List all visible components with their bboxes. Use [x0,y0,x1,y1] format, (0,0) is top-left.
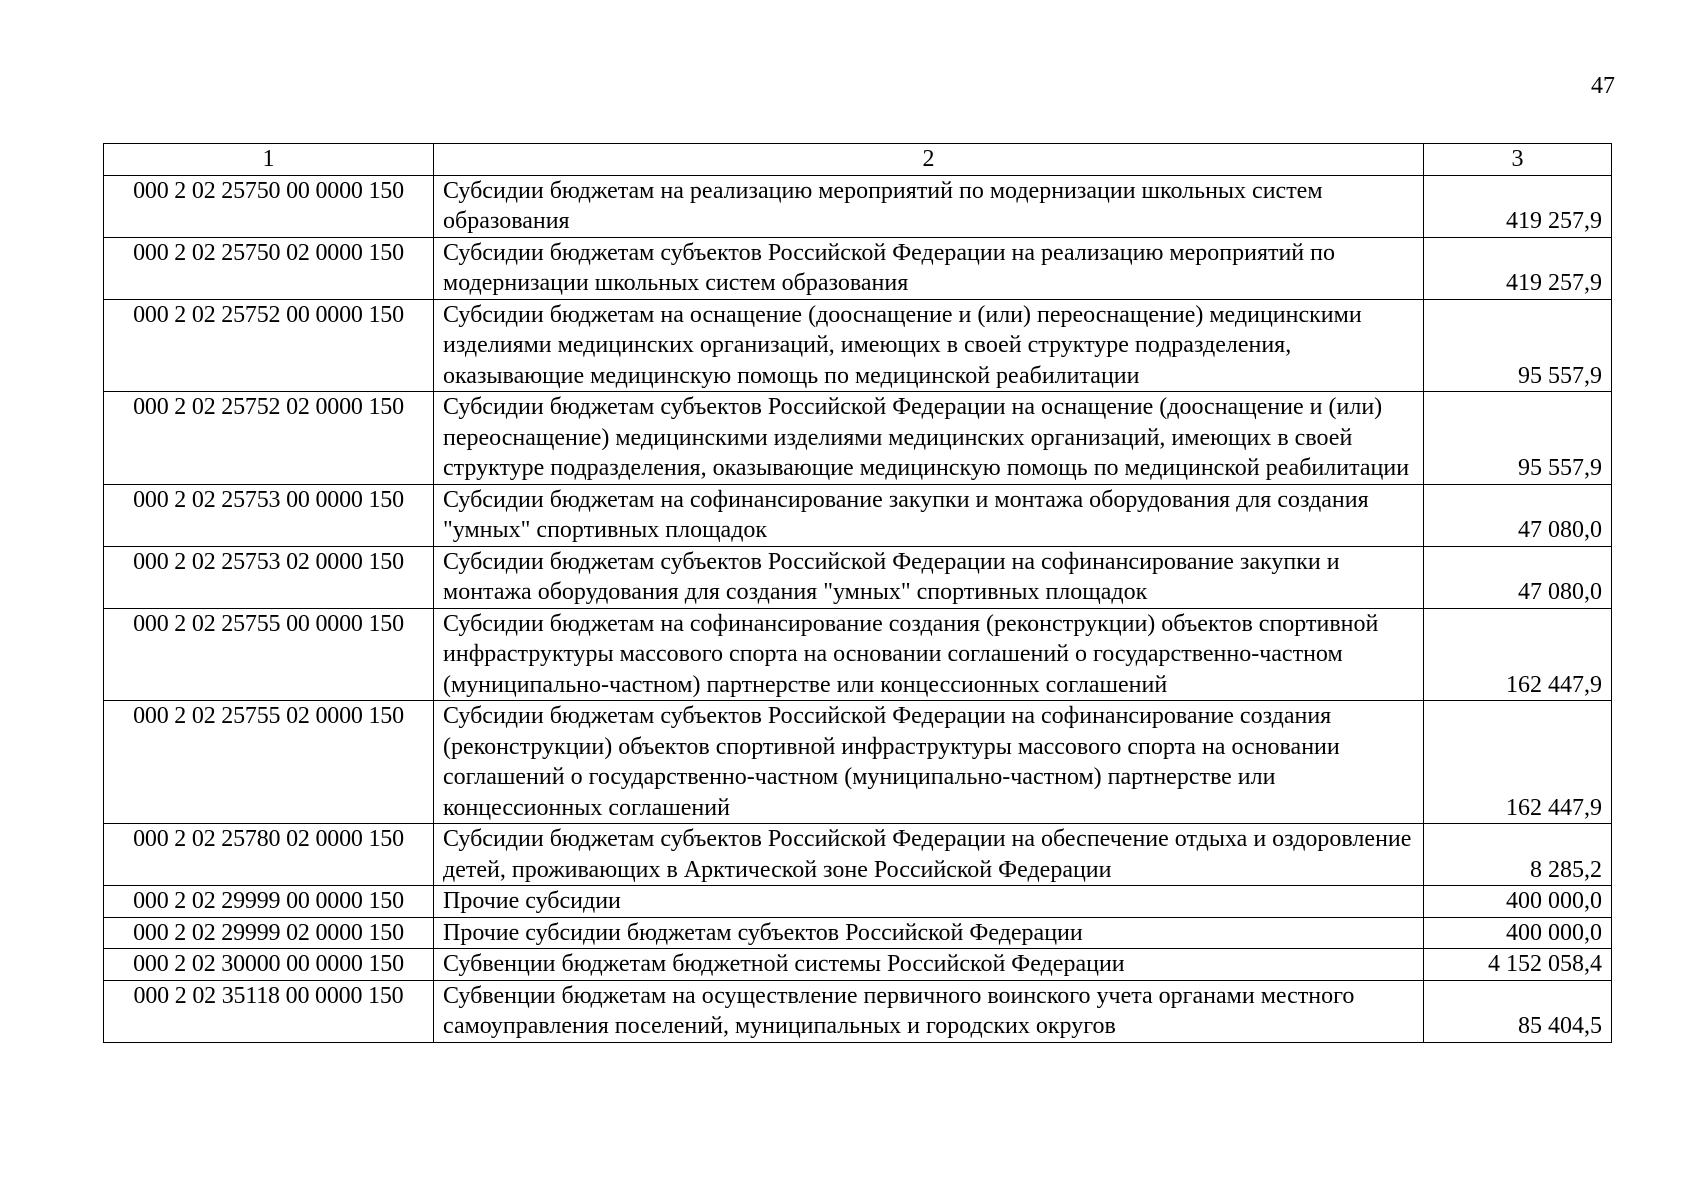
table-row [104,175,1612,237]
row-amount: 162 447,9 [1424,608,1612,701]
table-row [104,392,1612,485]
row-code: 000 2 02 25755 02 0000 150 [104,701,434,824]
table-row [104,484,1612,546]
table-row [104,299,1612,392]
row-amount: 4 152 058,4 [1424,949,1612,981]
row-name: Субсидии бюджетам субъектов Российской Федерации на обеспечение отдыха и оздоровление детей, проживающих в Арктической зоне Российской Федерации [434,824,1424,886]
row-amount: 162 447,9 [1424,701,1612,824]
table-row [104,824,1612,886]
row-code: 000 2 02 25752 00 0000 150 [104,299,434,392]
table-row [104,886,1612,918]
row-name: Субсидии бюджетам субъектов Российской Федерации на реализацию мероприятий по модернизации школьных систем образования [434,237,1424,299]
row-amount: 8 285,2 [1424,824,1612,886]
table-row [104,701,1612,824]
row-amount: 400 000,0 [1424,917,1612,949]
row-code: 000 2 02 25755 00 0000 150 [104,608,434,701]
row-code: 000 2 02 25750 02 0000 150 [104,237,434,299]
table-row [104,949,1612,981]
row-name: Субсидии бюджетам субъектов Российской Федерации на оснащение (дооснащение и (или) переоснащение) медицинскими изделиями медицинских организаций, имеющих в своей структуре подразделения, оказывающие медицинскую помощь по медицинской реабилитации [434,392,1424,485]
row-code: 000 2 02 29999 02 0000 150 [104,917,434,949]
row-amount: 95 557,9 [1424,299,1612,392]
row-code: 000 2 02 25780 02 0000 150 [104,824,434,886]
row-amount: 95 557,9 [1424,392,1612,485]
row-name: Субвенции бюджетам на осуществление первичного воинского учета органами местного самоуправления поселений, муниципальных и городских округов [434,980,1424,1042]
row-name: Прочие субсидии [434,886,1424,918]
budget-table [103,143,1612,1043]
table-header-row [104,144,1612,176]
row-code: 000 2 02 35118 00 0000 150 [104,980,434,1042]
row-name: Субвенции бюджетам бюджетной системы Российской Федерации [434,949,1424,981]
row-name: Субсидии бюджетам на реализацию мероприятий по модернизации школьных систем образования [434,175,1424,237]
row-name: Прочие субсидии бюджетам субъектов Российской Федерации [434,917,1424,949]
row-name: Субсидии бюджетам на софинансирование создания (реконструкции) объектов спортивной инфраструктуры массового спорта на основании соглашений о государственно-частном (муниципально-частном) партнерстве или концессионных соглашений [434,608,1424,701]
row-code: 000 2 02 29999 00 0000 150 [104,886,434,918]
row-amount: 47 080,0 [1424,484,1612,546]
row-name: Субсидии бюджетам субъектов Российской Федерации на софинансирование создания (реконструкции) объектов спортивной инфраструктуры массового спорта на основании соглашений о государственно-частном (муниципально-частном) партнерстве или концессионных соглашений [434,701,1424,824]
table-row [104,917,1612,949]
header-column-1: 1 [104,144,434,176]
row-amount: 47 080,0 [1424,546,1612,608]
row-name: Субсидии бюджетам на оснащение (дооснащение и (или) переоснащение) медицинскими изделиями медицинских организаций, имеющих в своей структуре подразделения, оказывающие медицинскую помощь по медицинской реабилитации [434,299,1424,392]
row-name: Субсидии бюджетам субъектов Российской Федерации на софинансирование закупки и монтажа оборудования для создания "умных" спортивных площадок [434,546,1424,608]
header-column-2: 2 [434,144,1424,176]
row-code: 000 2 02 25753 02 0000 150 [104,546,434,608]
table-row [104,980,1612,1042]
table-row [104,546,1612,608]
row-amount: 419 257,9 [1424,175,1612,237]
header-column-3: 3 [1424,144,1612,176]
row-code: 000 2 02 30000 00 0000 150 [104,949,434,981]
table-row [104,237,1612,299]
row-code: 000 2 02 25752 02 0000 150 [104,392,434,485]
row-amount: 85 404,5 [1424,980,1612,1042]
row-code: 000 2 02 25750 00 0000 150 [104,175,434,237]
row-amount: 419 257,9 [1424,237,1612,299]
row-code: 000 2 02 25753 00 0000 150 [104,484,434,546]
page-number: 47 [1591,73,1615,99]
row-name: Субсидии бюджетам на софинансирование закупки и монтажа оборудования для создания "умных" спортивных площадок [434,484,1424,546]
table-row [104,608,1612,701]
row-amount: 400 000,0 [1424,886,1612,918]
